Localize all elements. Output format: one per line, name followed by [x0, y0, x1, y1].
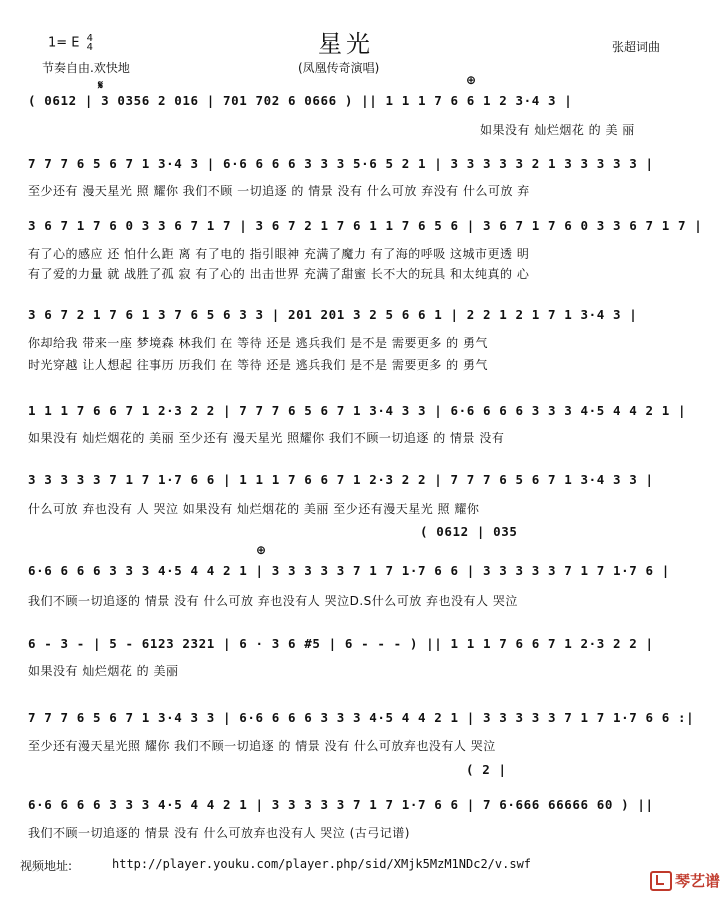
time-signature: 4 4: [86, 33, 94, 53]
logo-icon: [650, 871, 672, 891]
logo-text: 琴艺谱: [675, 872, 721, 890]
notation-line-4: 3 6 7 2 1 7 6 1 3 7 6 5 6 3 3 | 201 201 3 2 5 6 6 1 | 2 2 1 2 1 7 1 3·4 3 |: [28, 307, 638, 322]
key-text: 1= E: [48, 35, 80, 51]
notation-upper-7: ( 0612 | 035: [420, 524, 518, 539]
credit: 张超词曲: [612, 40, 661, 54]
key-signature: [48, 34, 93, 52]
tempo-marking: 节奏自由.欢快地: [42, 61, 130, 75]
notation-line-3: 3 6 7 1 7 6 0 3 3 6 7 1 7 | 3 6 7 2 1 7 6 1 1 7 6 5 6 | 3 6 7 1 7 6 0 3 3 6 7 1 7 |: [28, 218, 703, 233]
notation-line-9: 7 7 7 6 5 6 7 1 3·4 3 3 | 6·6 6 6 6 3 3 3 4·5 4 4 2 1 | 3 3 3 3 3 7 1 7 1·7 6 6 :|: [28, 710, 695, 725]
coda-icon-2: ⊕: [256, 543, 267, 557]
notation-line-1: ( 0612 | 3 0356 2 016 | 701 702 6 0666 ) || 1 1 1 7 6 6 1 2 3·4 3 |: [28, 93, 573, 108]
lyric-line-3b: 有了爱的力量 就 战胜了孤 寂 有了心的 出击世界 充满了甜蜜 长不大的玩具 和太纯真的 心: [28, 267, 530, 281]
lyric-line-7: 我们不顾一切追逐的 情景 没有 什么可放 弃也没有人 哭泣D.S什么可放 弃也没有人 哭泣: [28, 594, 518, 608]
lyric-line-1: 如果没有 灿烂烟花 的 美 丽: [480, 123, 635, 137]
lyric-line-6: 什么可放 弃也没有 人 哭泣 如果没有 灿烂烟花的 美丽 至少还有漫天星光 照 耀你: [28, 502, 480, 516]
performer: (凤凰传奇演唱): [298, 61, 380, 75]
lyric-line-5: 如果没有 灿烂烟花的 美丽 至少还有 漫天星光 照耀你 我们不顾一切追逐 的 情景 没有: [28, 431, 505, 445]
coda-icon: ⊕: [466, 73, 477, 87]
notation-line-5: 1 1 1 7 6 6 7 1 2·3 2 2 | 7 7 7 6 5 6 7 1 3·4 3 3 | 6·6 6 6 6 3 3 3 4·5 4 4 2 1 |: [28, 403, 687, 418]
notation-line-6: 3 3 3 3 3 7 1 7 1·7 6 6 | 1 1 1 7 6 6 7 1 2·3 2 2 | 7 7 7 6 5 6 7 1 3·4 3 3 |: [28, 472, 654, 487]
lyric-line-2: 至少还有 漫天星光 照 耀你 我们不顾 一切追逐 的 情景 没有 什么可放 弃没有 什么可放 弃: [28, 184, 530, 198]
song-title: 星光: [318, 30, 374, 58]
notation-line-8: 6 - 3 - | 5 - 6123 2321 | 6 · 3 6 #5 | 6 - - - ) || 1 1 1 7 6 6 7 1 2·3 2 2 |: [28, 636, 654, 651]
segno-icon: 𝄋: [98, 78, 104, 92]
lyric-line-4a: 你却给我 带来一座 梦境森 林我们 在 等待 还是 逃兵我们 是不是 需要更多 的 勇气: [28, 336, 488, 350]
video-label: 视频地址:: [20, 859, 73, 873]
lyric-line-9: 至少还有漫天星光照 耀你 我们不顾一切追逐 的 情景 没有 什么可放弃也没有人 哭泣: [28, 739, 496, 753]
lyric-line-3a: 有了心的感应 还 怕什么距 离 有了电的 指引眼神 充满了魔力 有了海的呼吸 这城市更透 明: [28, 247, 530, 261]
lyric-line-10: 我们不顾一切追逐的 情景 没有 什么可放弃也没有人 哭泣 (古弓记谱): [28, 826, 410, 840]
site-logo: [650, 870, 720, 891]
notation-line-7: 6·6 6 6 6 3 3 3 4·5 4 4 2 1 | 3 3 3 3 3 7 1 7 1·7 6 6 | 3 3 3 3 3 7 1 7 1·7 6 |: [28, 563, 670, 578]
video-url[interactable]: http://player.youku.com/player.php/sid/XMjk5MzM1NDc2/v.swf: [112, 857, 532, 871]
notation-line-10: 6·6 6 6 6 3 3 3 4·5 4 4 2 1 | 3 3 3 3 3 7 1 7 1·7 6 6 | 7 6·666 66666 60 ) ||: [28, 797, 654, 812]
lyric-line-8: 如果没有 灿烂烟花 的 美丽: [28, 664, 179, 678]
lyric-line-4b: 时光穿越 让人想起 往事历 历我们 在 等待 还是 逃兵我们 是不是 需要更多 的 勇气: [28, 358, 488, 372]
notation-line-2: 7 7 7 6 5 6 7 1 3·4 3 | 6·6 6 6 6 3 3 3 5·6 5 2 1 | 3 3 3 3 3 2 1 3 3 3 3 3 |: [28, 156, 654, 171]
notation-upper-10: ( 2 |: [466, 762, 507, 777]
